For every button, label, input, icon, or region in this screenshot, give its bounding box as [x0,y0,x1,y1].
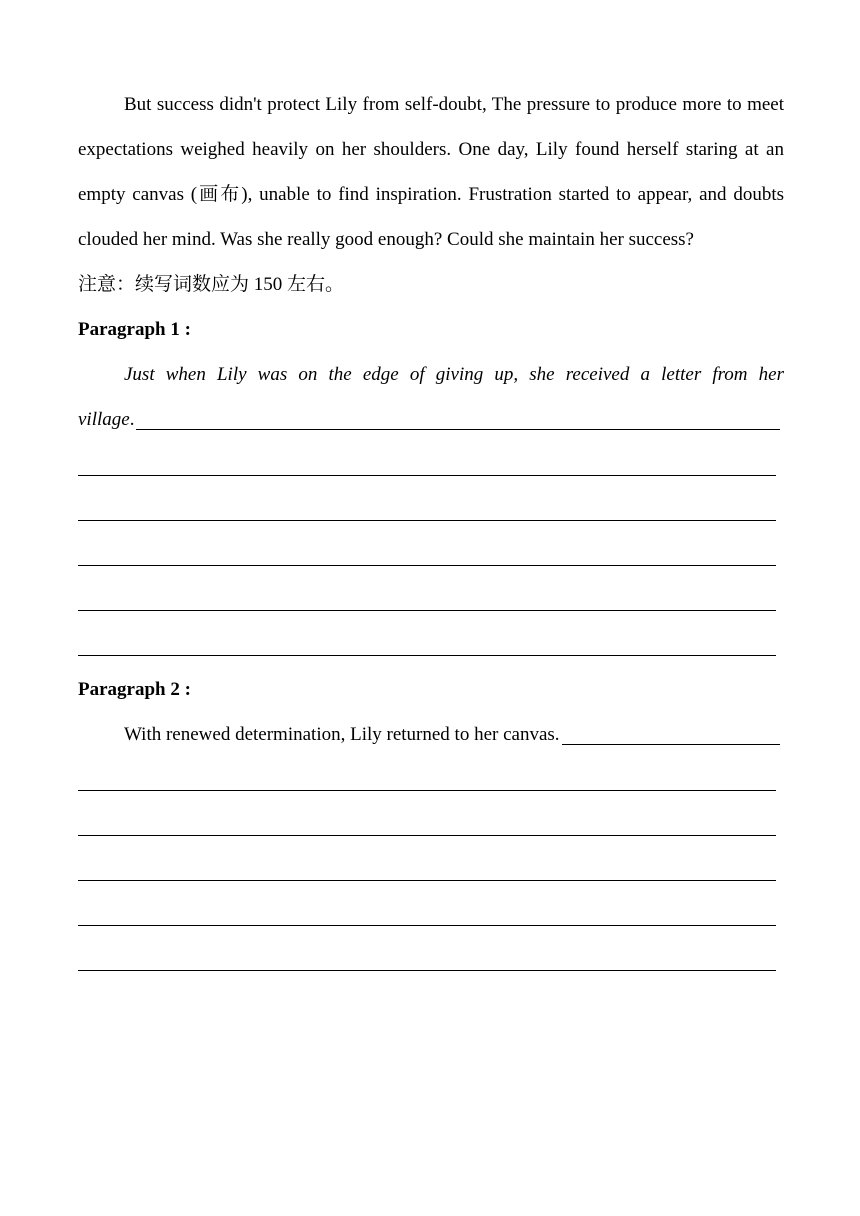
story-paragraph: But success didn't protect Lily from self-doubt, The pressure to produce more to meet expectations weighed heavily on her shoulders. One day, Lily found herself staring at an empty canvas (画布), unable to find inspiration. Frustration started to appear, and doubts clouded her mind. Was she really good enough? Could she maintain her success? [78,94,784,250]
answer-line[interactable] [78,937,784,982]
paragraph-1-lead-line-2: village [78,409,130,430]
answer-line[interactable] [78,577,784,622]
paragraph-1-lead-line-1: Just when Lily was on the edge of giving up, she received a letter from her [124,364,784,385]
paragraph-2-section [78,712,784,982]
answer-line[interactable] [78,847,784,892]
answer-line[interactable] [78,487,784,532]
answer-line[interactable] [78,442,784,487]
paragraph-2-lead-sentence: With renewed determination, Lily returned to her canvas. [124,724,560,745]
answer-line[interactable] [78,532,784,577]
worksheet-page [78,82,784,982]
paragraph-1-section [78,352,784,667]
answer-line[interactable] [78,622,784,667]
answer-line[interactable] [78,892,784,937]
paragraph-1-lead-sentence [78,352,784,397]
paragraph-1-lead-continuation [78,397,784,442]
paragraph-2-heading: Paragraph 2 : [78,679,191,700]
paragraph-1-heading: Paragraph 1 : [78,319,191,340]
answer-line[interactable] [78,757,784,802]
paragraph-1-lead-period: . [129,409,135,430]
answer-blank-inline[interactable] [136,429,780,430]
answer-line[interactable] [78,802,784,847]
paragraph-2-lead-row [78,712,784,757]
word-count-note: 注意：续写词数应为 150 左右。 [78,274,345,295]
answer-blank-inline[interactable] [562,744,780,745]
